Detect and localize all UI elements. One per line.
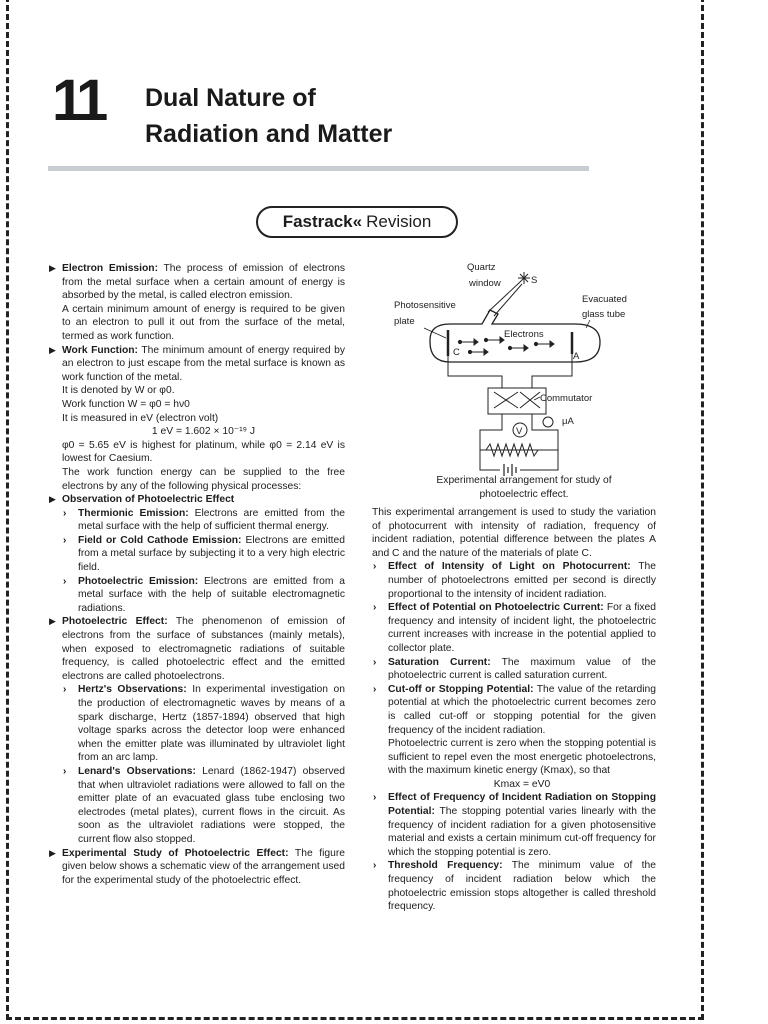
item-title: Photoelectric Effect: <box>62 616 168 628</box>
item-text: The value of the retarding potential at which the photoelectric current becomes zero is called cut-off or stopping potential for the given frequency of the incident radiation. <box>388 683 656 736</box>
item-title: Work Function: <box>62 344 138 356</box>
caption-line2: photoelectric effect. <box>479 488 569 500</box>
label-window: window <box>469 278 501 289</box>
label-cathode: C <box>453 347 460 358</box>
sub-item <box>48 575 345 616</box>
item-title: Photoelectric Emission: <box>78 575 199 587</box>
label-microammeter: μA <box>562 416 574 427</box>
chevron-bullet-icon: › <box>63 684 67 696</box>
item-title: Experimental Study of Photoelectric Effect: <box>62 847 289 859</box>
formula: Work function W = φ0 = hν0 <box>62 398 190 410</box>
item-title: Observation of Photoelectric Effect <box>62 494 235 506</box>
paragraph: φ0 = 5.65 eV is highest for platinum, while φ0 = 2.14 eV is lowest for Caesium. <box>62 439 345 465</box>
item-text: The figure given below shows a schematic view of the arrangement used for the experimental study of the photoelectric effect. <box>62 847 345 886</box>
sub-item <box>372 683 656 737</box>
label-anode: A <box>573 351 580 362</box>
list-item <box>48 493 345 507</box>
label-photosensitive: Photosensitive <box>394 300 456 311</box>
chapter-title-line1: Dual Nature of <box>145 84 316 112</box>
label-voltmeter: V <box>516 426 523 437</box>
chevron-bullet-icon: › <box>373 561 377 573</box>
item-title: Effect of Potential on Photoelectric Current: <box>388 602 604 614</box>
badge-label: Revision <box>366 212 432 231</box>
sub-item <box>48 765 345 847</box>
paragraph: Photoelectric current is zero when the stopping potential is sufficient to repel even the most energetic photoelectrons, with the maximum kinetic energy (Kmax), so that <box>388 738 656 777</box>
badge-brand-mark: « <box>352 212 363 231</box>
item-title: Hertz's Observations: <box>78 684 187 696</box>
triangle-bullet-icon: ▶ <box>49 847 56 858</box>
label-commutator: Commutator <box>540 393 593 404</box>
label-quartz: Quartz <box>467 262 496 273</box>
label-plate: plate <box>394 316 415 327</box>
chapter-title-line2: Radiation and Matter <box>145 120 393 148</box>
list-item <box>48 615 345 683</box>
item-text: The minimum amount of energy required by an electron to just escape from the metal surface is known as work function of the metal. <box>62 344 345 383</box>
microammeter-icon <box>543 417 553 427</box>
label-glass-tube: glass tube <box>582 309 626 320</box>
triangle-bullet-icon: ▶ <box>49 344 56 355</box>
chevron-bullet-icon: › <box>63 765 67 777</box>
item-title: Cut-off or Stopping Potential: <box>388 683 534 695</box>
item-title: Effect of Intensity of Light on Photocurrent: <box>388 561 631 573</box>
formula: Kmax = eV0 <box>493 778 551 790</box>
chevron-bullet-icon: › <box>63 575 67 587</box>
chevron-bullet-icon: › <box>373 683 377 695</box>
chevron-bullet-icon: › <box>373 792 377 804</box>
triangle-bullet-icon: ▶ <box>49 263 56 273</box>
item-text: Electrons are emitted from a metal surface with the help of suitable electromagnetic radiations. <box>78 575 345 614</box>
chevron-bullet-icon: › <box>373 860 377 872</box>
paragraph: It is denoted by W or φ0. <box>62 385 175 397</box>
chevron-bullet-icon: › <box>63 507 67 519</box>
photoelectric-apparatus-diagram <box>390 258 640 476</box>
badge-brand <box>283 212 362 232</box>
sub-item <box>48 534 345 575</box>
item-text: The process of emission of electrons from the metal surface when a certain amount of energy is absorbed by the metal, is called electron emission. <box>62 263 345 302</box>
item-text: Lenard (1862-1947) observed that when ultraviolet radiations were allowed to fall on the emitter plate of an evacuated glass tube enclosing two electrodes (metal plates), current flows in the circuit. As soon as the ultraviolet radiations were stopped, the current flow also stopped. <box>78 765 345 845</box>
item-text: The maximum value of the photoelectric current is called saturation current. <box>388 656 656 682</box>
sub-item <box>48 683 345 765</box>
item-text: The minimum value of the frequency of incident radiation below which the photoelectric emission stops altogether is called threshold frequency. <box>388 860 657 913</box>
item-text: For a fixed frequency and intensity of incident light, the photoelectric current increases with increase in the potential applied to collector plate. <box>388 602 656 654</box>
chevron-bullet-icon: › <box>373 656 377 668</box>
item-title: Saturation Current: <box>388 656 491 668</box>
item-title: Field or Cold Cathode Emission: <box>78 534 242 546</box>
right-column <box>372 506 656 914</box>
item-text: The stopping potential varies linearly with the frequency of incident radiation for a given photosensitive material and exists a certain minimum cut-off frequency for which the stopping potential is zero. <box>388 806 656 858</box>
item-title: Electron Emission: <box>62 263 159 274</box>
chapter-number: 11 <box>52 68 104 133</box>
item-title: Threshold Frequency: <box>388 860 503 872</box>
caption-line1: Experimental arrangement for study of <box>436 475 612 486</box>
sub-item <box>372 859 656 913</box>
triangle-bullet-icon: ▶ <box>49 616 56 627</box>
item-text: In experimental investigation on the production of electromagnetic waves by means of a spark discharge, Hertz (1857-1894) observed that high voltage sparks across the detector loop were enhanced when the emitter plate was illuminated by ultraviolet light from an arc lamp. <box>78 684 345 764</box>
label-electrons: Electrons <box>504 329 544 340</box>
sub-item <box>372 791 656 859</box>
left-column <box>48 262 345 887</box>
list-item <box>48 262 345 303</box>
paragraph: It is measured in eV (electron volt) <box>62 412 219 424</box>
triangle-bullet-icon: ▶ <box>49 494 56 505</box>
badge-brand-text: Fastrack <box>282 212 353 231</box>
sub-item <box>372 656 656 683</box>
item-title: Thermionic Emission: <box>78 507 189 519</box>
label-source: S <box>531 275 538 286</box>
title-underline <box>48 166 589 171</box>
item-text: The phenomenon of emission of electrons from the surface of substances (mainly metals), when exposed to electromagnetic radiations of suitable frequency, is called photoelectric effect and the emitted electrons are called photoelectrons. <box>62 616 345 682</box>
paragraph: This experimental arrangement is used to study the variation of photocurrent with intensity of radiation, frequency of incident radiation, potential difference between the plates A and C and the nature of the materials of plate C. <box>372 507 656 559</box>
list-item <box>48 847 345 888</box>
chevron-bullet-icon: › <box>63 534 67 546</box>
item-text: Electrons are emitted from a metal surface by subjecting it to a very high electric field. <box>78 534 346 574</box>
item-text: Electrons are emitted from the metal surface with the help of sufficient thermal energy. <box>78 507 345 533</box>
paragraph: The work function energy can be supplied to the free electrons by any of the following physical processes: <box>62 466 345 492</box>
label-evacuated: Evacuated <box>582 294 627 305</box>
chevron-bullet-icon: › <box>373 602 377 614</box>
paragraph: A certain minimum amount of energy is required to be given to an electron to pull it out from the surface of the metal, termed as work function. <box>62 303 345 342</box>
formula: 1 eV = 1.602 × 10⁻¹⁹ J <box>151 426 256 438</box>
circuit-wires <box>448 354 572 470</box>
item-text: The number of photoelectrons emitted per second is directly proportional to the intensity of incident radiation. <box>388 561 656 600</box>
item-title: Effect of Frequency of Incident Radiation on Stopping Potential: <box>388 792 656 818</box>
item-title: Lenard's Observations: <box>78 765 196 777</box>
diagram-caption <box>400 474 648 501</box>
sub-item <box>372 601 656 655</box>
list-item <box>48 344 345 385</box>
sub-item <box>48 507 345 534</box>
chapter-title <box>145 80 392 152</box>
sub-item <box>372 560 656 601</box>
fastrack-revision-badge <box>256 206 458 238</box>
